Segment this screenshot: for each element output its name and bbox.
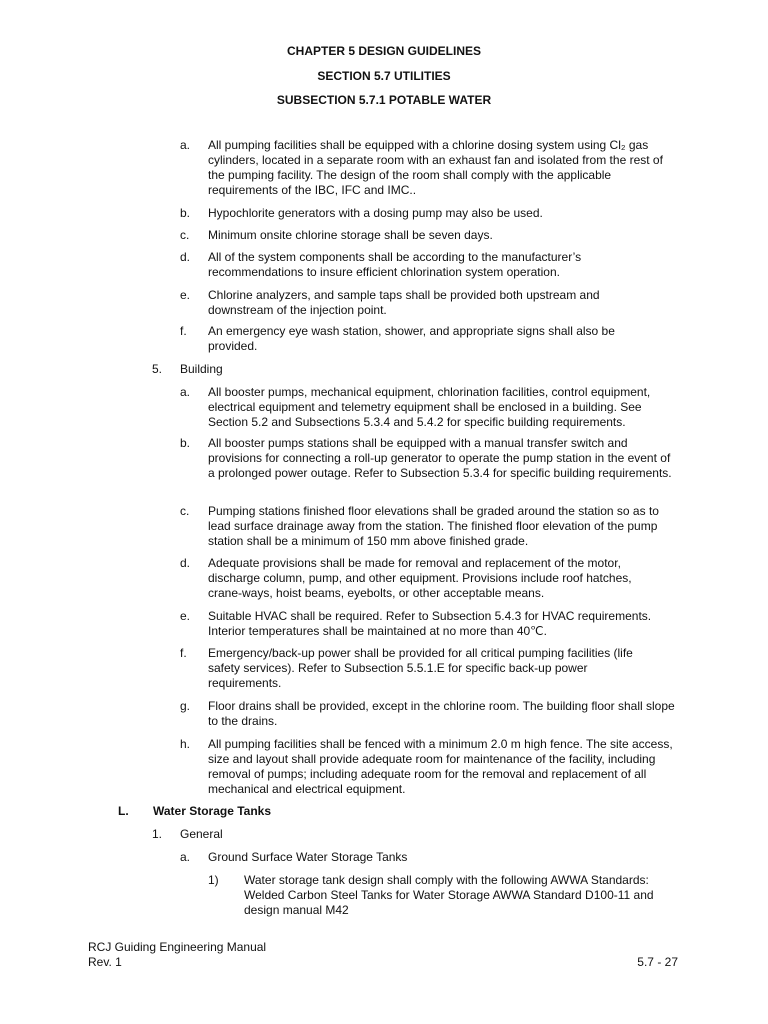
item-text: Pumping stations finished floor elevations shall be graded around the station so as to lead surface drainage away from the station. The finished floor elevation of the pump station shall be a minimum of 150 mm above finished grade. bbox=[208, 504, 659, 548]
footer-manual: RCJ Guiding Engineering Manual bbox=[88, 940, 267, 954]
item-label: 1) bbox=[208, 873, 219, 887]
building-title: Building bbox=[180, 362, 223, 376]
item-label: c. bbox=[180, 228, 190, 242]
sub-title: Ground Surface Water Storage Tanks bbox=[208, 850, 408, 864]
item-label: d. bbox=[180, 250, 191, 264]
sub-label: a. bbox=[180, 850, 191, 864]
item-text: All booster pumps stations shall be equipped with a manual transfer switch and provisions for connecting a roll-up generator to operate the pump station in the event of a prolonged power outage. Refer to Subsection 5.3.4 for specific building requirements. bbox=[208, 436, 672, 480]
item-label: f. bbox=[180, 646, 187, 660]
item-label: e. bbox=[180, 288, 191, 302]
item-text: All of the system components shall be according to the manufacturer’s recommendations to insure efficient chlorination system operation. bbox=[208, 250, 582, 279]
storage-title: Water Storage Tanks bbox=[153, 804, 272, 818]
item-text: Hypochlorite generators with a dosing pump may also be used. bbox=[208, 206, 543, 220]
item-label: h. bbox=[180, 737, 191, 751]
general-title: General bbox=[180, 827, 223, 841]
chapter-heading: CHAPTER 5 DESIGN GUIDELINES bbox=[286, 44, 482, 58]
footer-page-number: 5.7 - 27 bbox=[637, 955, 678, 969]
item-text: Minimum onsite chlorine storage shall be seven days. bbox=[208, 228, 493, 242]
item-label: c. bbox=[180, 504, 190, 518]
item-label: d. bbox=[180, 556, 191, 570]
item-text: Emergency/back-up power shall be provided for all critical pumping facilities (life safety services). Refer to Subsection 5.5.1.E for specific back-up power requirements. bbox=[208, 646, 633, 690]
item-text: All booster pumps, mechanical equipment, chlorination facilities, control equipment, electrical equipment and telemetry equipment shall be enclosed in a building. See Section 5.2 and Subsections 5.3.4 and 5.4.2 for specific building requirements. bbox=[208, 385, 651, 429]
item-text: Chlorine analyzers, and sample taps shall be provided both upstream and downstream of the injection point. bbox=[208, 288, 600, 317]
item-label: a. bbox=[180, 385, 191, 399]
item-label: b. bbox=[180, 436, 191, 450]
storage-letter: L. bbox=[118, 804, 129, 818]
item-text: All pumping facilities shall be fenced with a minimum 2.0 m high fence. The site access, size and layout shall provide adequate room for maintenance of the facility, including removal of pumps; including adequate room for the removal and replacement of all mechanical and electrical equipment. bbox=[208, 737, 673, 796]
section-heading: SECTION 5.7 UTILITIES bbox=[317, 69, 451, 83]
subsection-heading: SUBSECTION 5.7.1 POTABLE WATER bbox=[276, 93, 492, 107]
item-text: Water storage tank design shall comply with the following AWWA Standards: Welded Carbon Steel Tanks for Water Storage AWWA Standard D100-11 and design manual M42 bbox=[244, 873, 654, 917]
item-text: Suitable HVAC shall be required. Refer to Subsection 5.4.3 for HVAC requirements. Interior temperatures shall be maintained at no more than 40℃. bbox=[208, 609, 652, 638]
item-label: b. bbox=[180, 206, 191, 220]
building-number: 5. bbox=[152, 362, 163, 376]
item-label: f. bbox=[180, 324, 187, 338]
general-number: 1. bbox=[152, 827, 163, 841]
item-text: All pumping facilities shall be equipped with a chlorine dosing system using Cl₂ gas cylinders, located in a separate room with an exhaust fan and isolated from the rest of the pumping facility. The design of the room shall comply with the applicable requirements of the IBC, IFC and IMC.. bbox=[208, 138, 663, 197]
item-text: Floor drains shall be provided, except in the chlorine room. The building floor shall slope to the drains. bbox=[208, 699, 675, 728]
item-label: a. bbox=[180, 138, 191, 152]
footer-rev: Rev. 1 bbox=[88, 955, 122, 969]
item-text: An emergency eye wash station, shower, and appropriate signs shall also be provided. bbox=[208, 324, 615, 353]
item-label: g. bbox=[180, 699, 191, 713]
item-label: e. bbox=[180, 609, 191, 623]
item-text: Adequate provisions shall be made for removal and replacement of the motor, discharge column, pump, and other equipment. Provisions include roof hatches, crane-ways, hoist beams, eyebolts, or other acceptable means. bbox=[208, 556, 632, 600]
